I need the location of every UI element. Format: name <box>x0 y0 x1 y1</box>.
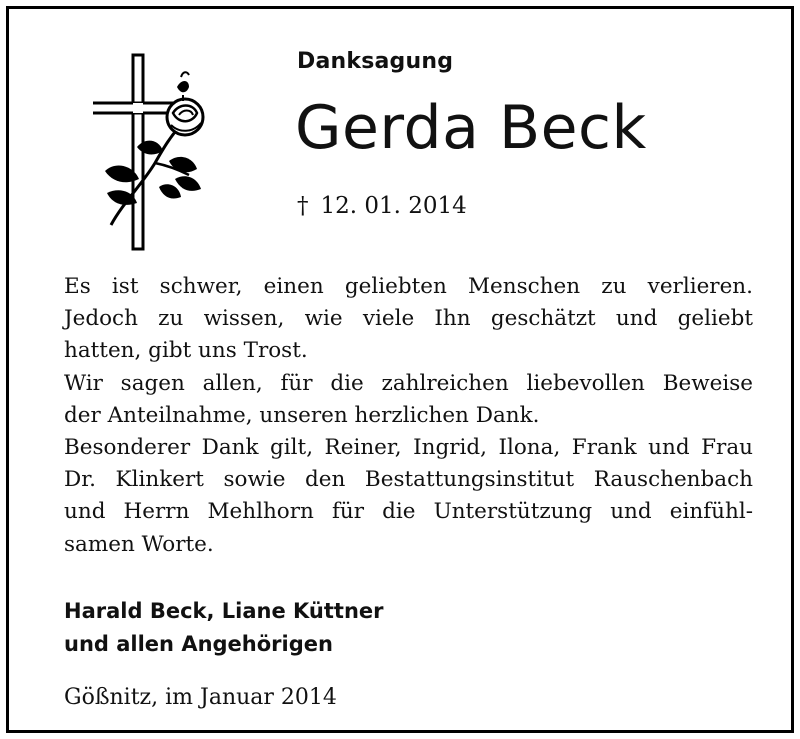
body-line: hatten, gibt uns Trost. <box>64 338 308 364</box>
cross-with-rose-icon <box>93 53 213 253</box>
place-and-date: Gößnitz, im Januar 2014 <box>64 685 337 710</box>
body-line: und Herrn Mehlhorn für die Unterstützung und einfühl- <box>64 499 753 525</box>
body-line: Dr. Klinkert sowie den Bestattungsinstitut Rauschenbach <box>64 467 753 493</box>
deceased-name: Gerda Beck <box>295 93 647 163</box>
notice-heading: Danksagung <box>297 49 454 74</box>
death-date: 12. 01. 2014 <box>320 193 467 219</box>
dagger-icon: † <box>297 193 309 219</box>
body-line: Wir sagen allen, für die zahlreichen liebevollen Beweise <box>64 370 753 396</box>
body-line: Es ist schwer, einen geliebten Menschen zu verlieren. <box>64 274 753 299</box>
signers <box>64 595 384 661</box>
notice-body <box>64 271 753 561</box>
body-line: Besonderer Dank gilt, Reiner, Ingrid, Ilona, Frank und Frau <box>64 435 753 461</box>
body-line: der Anteilnahme, unseren herzlichen Dank. <box>64 402 540 428</box>
body-line: samen Worte. <box>64 531 214 557</box>
signer-line: und allen Angehörigen <box>64 632 333 656</box>
death-date-line <box>297 193 467 219</box>
body-line: Jedoch zu wissen, wie viele Ihn geschätzt und geliebt <box>64 306 753 332</box>
signer-line: Harald Beck, Liane Küttner <box>64 599 384 623</box>
notice-frame <box>6 6 794 733</box>
